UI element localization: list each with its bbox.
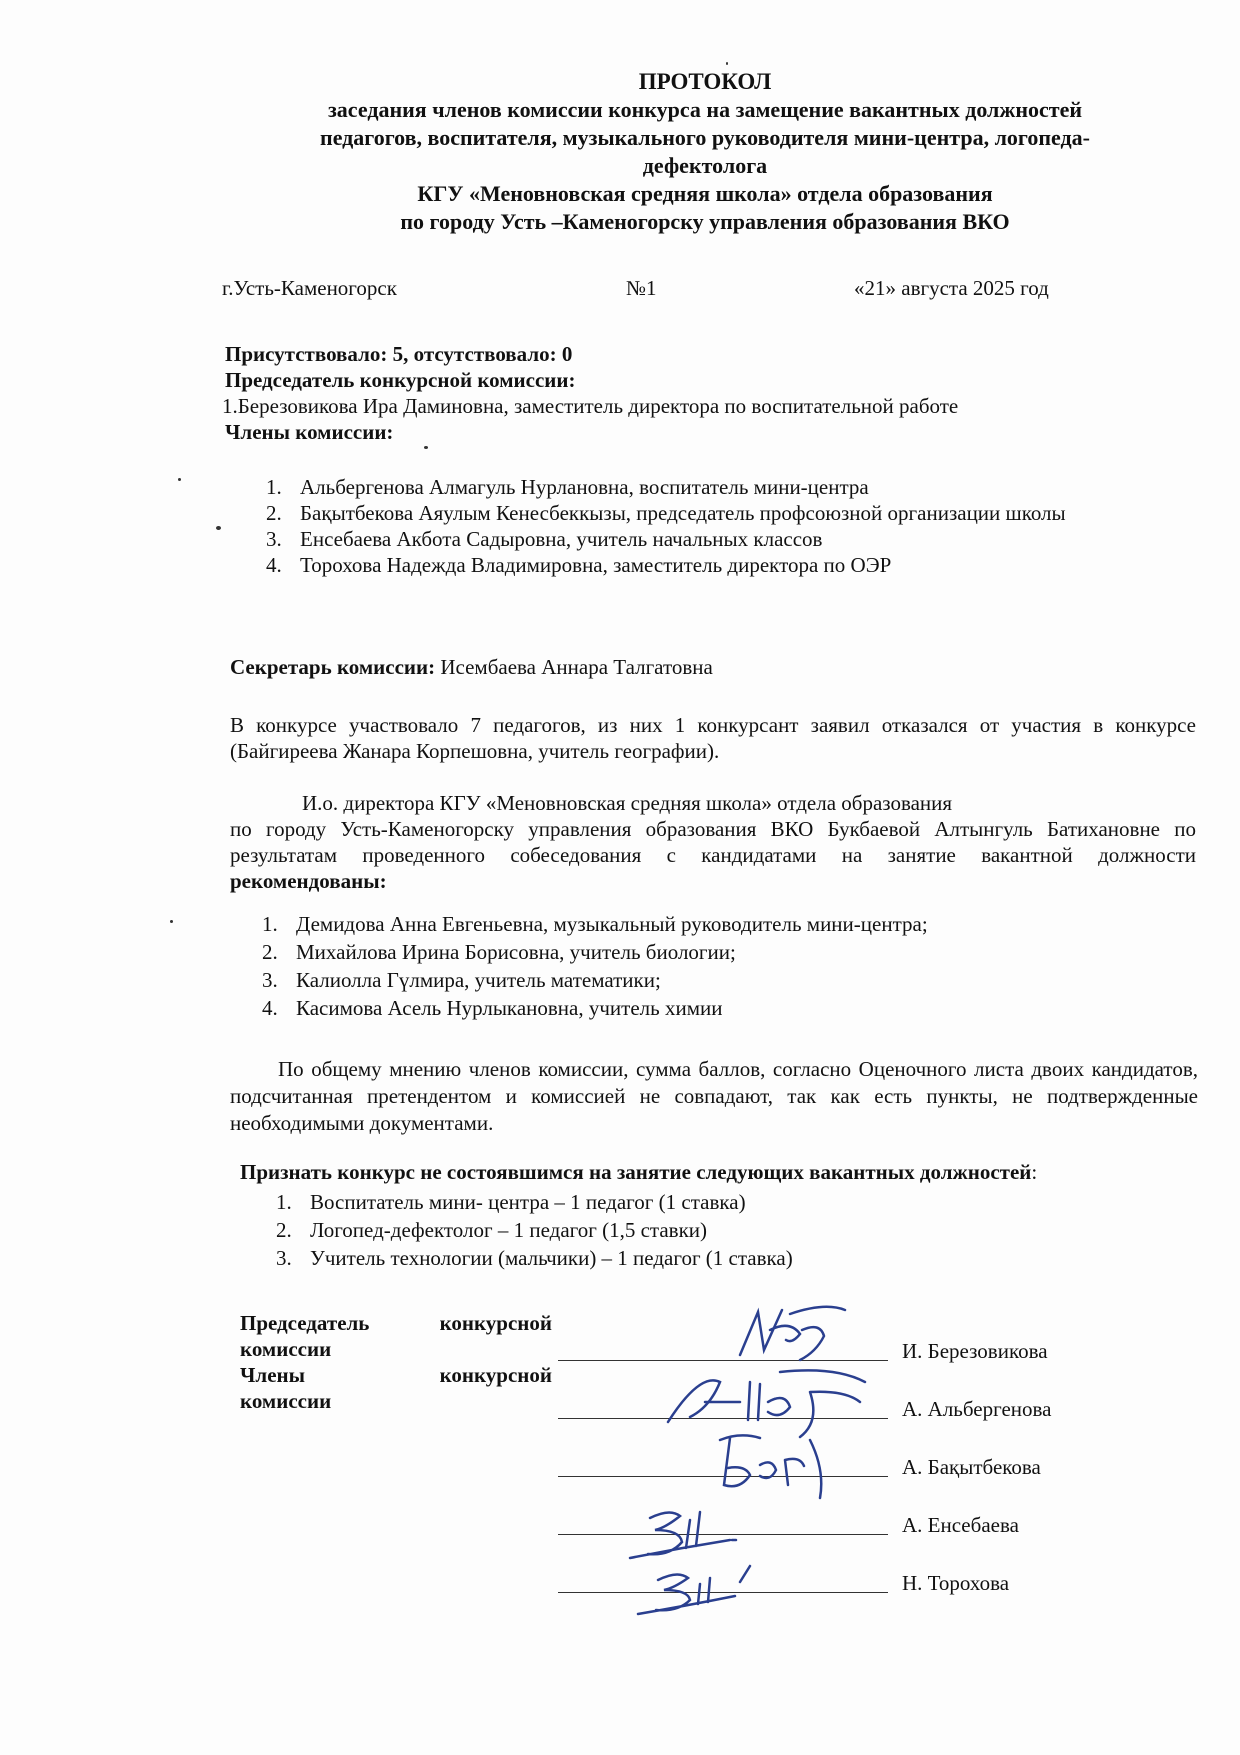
protocol-number: №1 bbox=[626, 276, 657, 300]
attendance: Присутствовало: 5, отсутствовало: 0 bbox=[225, 342, 573, 366]
members-heading: Члены комиссии: bbox=[225, 420, 394, 444]
chair-entry: 1.Березовикова Ира Даминовна, заместитель директора по воспитательной работе bbox=[222, 394, 959, 418]
recommended-list bbox=[252, 910, 1192, 1022]
subtitle-line-1: заседания членов комиссии конкурса на замещение вакантных должностей bbox=[327, 97, 1083, 122]
scan-speck bbox=[216, 526, 221, 530]
participation-paragraph: В конкурсе участвовало 7 педагогов, из них 1 конкурсант заявил отказался от участия в конкурсе (Байгиреева Жанара Корпешовна, учитель географии). bbox=[230, 713, 1196, 763]
subtitle-line-5: по городу Усть –Каменогорску управления образования ВКО bbox=[400, 209, 1010, 234]
chair-heading: Председатель конкурсной комиссии: bbox=[225, 368, 576, 392]
signature-labels: Председатель конкурсной комиссии Члены конкурсной комиссии bbox=[240, 1311, 552, 1413]
signature-scribble-5 bbox=[630, 1560, 790, 1620]
opinion-paragraph: По общему мнению членов комиссии, сумма баллов, согласно Оценочного листа двоих кандидатов, подсчитанная претендентом и комиссией не совпадают, так как есть пункты, не подтвержденные необходимыми документами. bbox=[230, 1057, 1198, 1135]
scan-speck bbox=[178, 478, 181, 481]
failed-heading: Признать конкурс не состоявшимся на занятие следующих вакантных должностей: bbox=[240, 1160, 1038, 1184]
list-item: 1. Воспитатель мини- центра – 1 педагог (1 ставка) bbox=[276, 1190, 746, 1214]
scan-speck bbox=[726, 62, 728, 65]
scan-speck bbox=[424, 446, 428, 449]
failed-list bbox=[266, 1188, 1166, 1272]
signature-scribble-1 bbox=[730, 1300, 850, 1370]
secretary-name: Исембаева Аннара Талгатовна bbox=[440, 655, 713, 679]
signer-name: А. Бақытбекова bbox=[902, 1455, 1041, 1479]
list-item: 3. Енсебаева Акбота Садыровна, учитель начальных классов bbox=[266, 527, 823, 551]
recommendation-section bbox=[230, 790, 1196, 894]
city: г.Усть-Каменогорск bbox=[222, 276, 397, 300]
list-item: 2. Логопед-дефектолог – 1 педагог (1,5 ставки) bbox=[276, 1218, 708, 1242]
document-title: ПРОТОКОЛ bbox=[638, 69, 772, 94]
secretary-line bbox=[230, 654, 1200, 680]
commission-section bbox=[222, 341, 1195, 445]
signer-name: А. Енсебаева bbox=[902, 1513, 1019, 1537]
subtitle-line-2: педагогов, воспитателя, музыкального руководителя мини-центра, логопеда- bbox=[320, 125, 1090, 150]
signer-name: Н. Торохова bbox=[902, 1571, 1010, 1595]
protocol-date: «21» августа 2025 год bbox=[854, 276, 1049, 300]
recommendation-line-1: И.о. директора КГУ «Меновновская средняя школа» отдела образования bbox=[302, 791, 953, 815]
subtitle-line-3: дефектолога bbox=[642, 153, 768, 178]
meta-row bbox=[222, 276, 1092, 306]
secretary-label: Секретарь комиссии: bbox=[230, 655, 436, 679]
signature-scribble-3 bbox=[700, 1430, 860, 1500]
scan-speck bbox=[170, 920, 173, 923]
recommendation-paragraph: по городу Усть-Каменогорску управления образования ВКО Букбаевой Алтынгуль Батихановне по результатам проведенного собеседования с кандидатами на занятие вакантной должности рекомендованы: bbox=[230, 817, 1196, 893]
list-item: 1. Альбергенова Алмагуль Нурлановна, воспитатель мини-центра bbox=[266, 475, 869, 499]
subtitle-line-4: КГУ «Меновновская средняя школа» отдела образования bbox=[417, 181, 993, 206]
members-list bbox=[256, 474, 1196, 578]
list-item: 4. Касимова Асель Нурлыкановна, учитель химии bbox=[262, 996, 723, 1020]
signer-name: И. Березовикова bbox=[902, 1339, 1048, 1363]
list-item: 3. Калиолла Гүлмира, учитель математики; bbox=[262, 968, 661, 992]
signer-name: А. Альбергенова bbox=[902, 1397, 1052, 1421]
list-item: 2. Михайлова Ирина Борисовна, учитель биологии; bbox=[262, 940, 736, 964]
list-item: 1. Демидова Анна Евгеньевна, музыкальный руководитель мини-центра; bbox=[262, 912, 928, 936]
recommended-word: рекомендованы: bbox=[230, 869, 387, 893]
list-item: 3. Учитель технологии (мальчики) – 1 педагог (1 ставка) bbox=[276, 1246, 793, 1270]
document-header bbox=[240, 68, 1170, 236]
list-item: 2. Бақытбекова Аяулым Кенесбеккызы, председатель профсоюзной организации школы bbox=[266, 501, 1066, 525]
list-item: 4. Торохова Надежда Владимировна, заместитель директора по ОЭР bbox=[266, 553, 892, 577]
